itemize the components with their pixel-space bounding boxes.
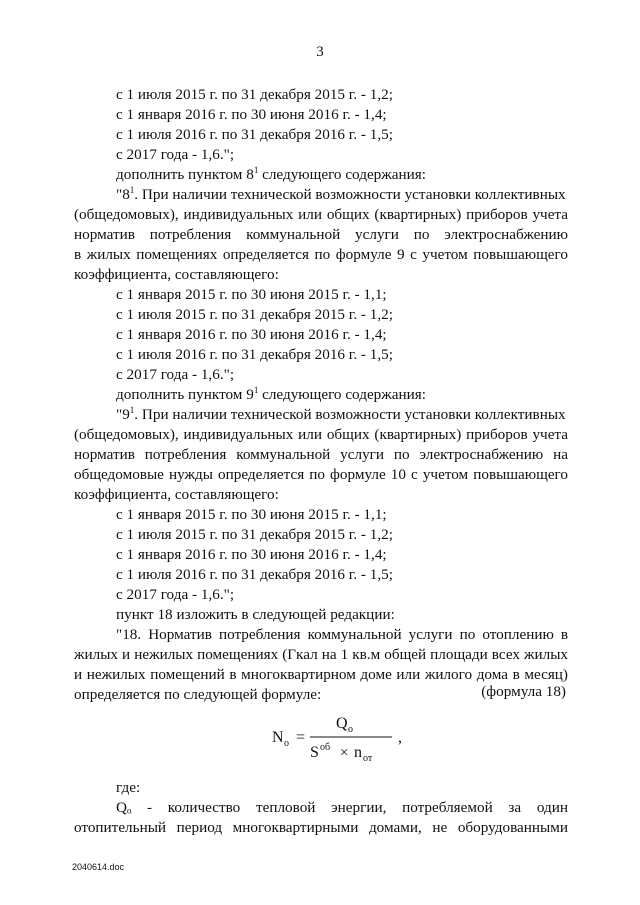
text-fragment: . При наличии технической возможности установки коллективных xyxy=(134,406,566,423)
text-fragment: . При наличии технической возможности установки коллективных xyxy=(134,186,566,203)
formula-equals: = xyxy=(296,729,306,746)
superscript: 1 xyxy=(129,405,135,415)
rate-line: с 1 июля 2016 г. по 31 декабря 2016 г. - 1,5; xyxy=(116,566,393,583)
formula-numerator-q: Q xyxy=(336,715,348,732)
formula-subscript: о xyxy=(348,724,353,735)
text-line: и нежилых помещений в многоквартирном доме или жилого дома в месяц) xyxy=(74,666,568,683)
paragraph-9-1-first-line xyxy=(116,405,566,425)
page-number: 3 xyxy=(316,44,324,60)
text-fragment: следующего содержания: xyxy=(258,386,426,403)
text-line: коэффициента, составляющего: xyxy=(74,266,279,283)
text-line: общедомовые нужды определяется по формуле 10 с учетом повышающего xyxy=(74,466,568,483)
formula-symbol-s: S xyxy=(310,744,319,761)
text-fragment: дополнить пунктом 9 xyxy=(116,386,254,403)
text-line: норматив потребления коммунальной услуги по электроснабжению на xyxy=(74,446,568,463)
rate-line: с 1 января 2015 г. по 30 июня 2015 г. - 1,1; xyxy=(116,286,387,303)
formula-times: × xyxy=(340,745,349,761)
formula-superscript: об xyxy=(320,742,331,753)
text-line: (общедомовых), индивидуальных или общих (квартирных) приборов учета xyxy=(74,206,568,223)
formula-symbol-n: N xyxy=(272,729,284,746)
superscript: 1 xyxy=(253,385,259,395)
superscript: 1 xyxy=(253,165,259,175)
formula-18 xyxy=(270,708,430,768)
text-fragment: следующего содержания: xyxy=(258,166,426,183)
text-line: с 1 июля 2016 г. по 31 декабря 2016 г. - 1,5; xyxy=(116,126,393,143)
rate-line: с 1 июля 2016 г. по 31 декабря 2016 г. - 1,5; xyxy=(116,346,393,363)
rate-line: с 2017 года - 1,6."; xyxy=(116,366,235,383)
text-line: с 2017 года - 1,6."; xyxy=(116,146,235,163)
text-line: (общедомовых), индивидуальных или общих (квартирных) приборов учета xyxy=(74,426,568,443)
formula-subscript: от xyxy=(363,753,373,764)
text-line: норматив потребления коммунальной услуги по электроснабжению xyxy=(74,226,568,243)
formula-label: (формула 18) xyxy=(481,683,566,700)
rate-line: с 1 января 2016 г. по 30 июня 2016 г. - 1,4; xyxy=(116,546,387,563)
text-line: с 1 января 2016 г. по 30 июня 2016 г. - 1,4; xyxy=(116,106,387,123)
rate-line: с 1 января 2016 г. по 30 июня 2016 г. - 1,4; xyxy=(116,326,387,343)
text-line: коэффициента, составляющего: xyxy=(74,486,279,503)
text-line: пункт 18 изложить в следующей редакции: xyxy=(116,606,395,623)
text-line: жилых и нежилых помещениях (Гкал на 1 кв.м общей площади всех жилых xyxy=(74,646,568,663)
text-line xyxy=(116,385,426,405)
formula-subscript: о xyxy=(284,738,289,749)
definition-line: отопительный период многоквартирными домами, не оборудованными xyxy=(74,819,568,836)
text-line: где: xyxy=(116,779,141,796)
text-line: определяется по следующей формуле: xyxy=(74,686,322,703)
text-fragment: дополнить пунктом 8 xyxy=(116,166,254,183)
text-line xyxy=(116,165,426,185)
rate-line: с 1 июля 2015 г. по 31 декабря 2015 г. - 1,2; xyxy=(116,526,393,543)
definition-line: Qₒ - количество тепловой энергии, потребляемой за один xyxy=(116,799,568,816)
rate-line: с 2017 года - 1,6."; xyxy=(116,586,235,603)
footer-filename: 2040614.doc xyxy=(72,862,125,872)
paragraph-8-1-first-line xyxy=(116,185,566,205)
paragraph-18-first-line: "18. Норматив потребления коммунальной услуги по отоплению в xyxy=(116,626,568,643)
text-line: с 1 июля 2015 г. по 31 декабря 2015 г. - 1,2; xyxy=(116,86,393,103)
formula-comma: , xyxy=(398,729,402,746)
text-fragment: "8 xyxy=(116,186,130,203)
formula-symbol-n-ot: n xyxy=(354,744,362,761)
text-fragment: "9 xyxy=(116,406,130,423)
rate-line: с 1 января 2015 г. по 30 июня 2015 г. - 1,1; xyxy=(116,506,387,523)
superscript: 1 xyxy=(129,185,135,195)
text-line: в жилых помещениях определяется по формуле 9 с учетом повышающего xyxy=(74,246,568,263)
rate-line: с 1 июля 2015 г. по 31 декабря 2015 г. - 1,2; xyxy=(116,306,393,323)
